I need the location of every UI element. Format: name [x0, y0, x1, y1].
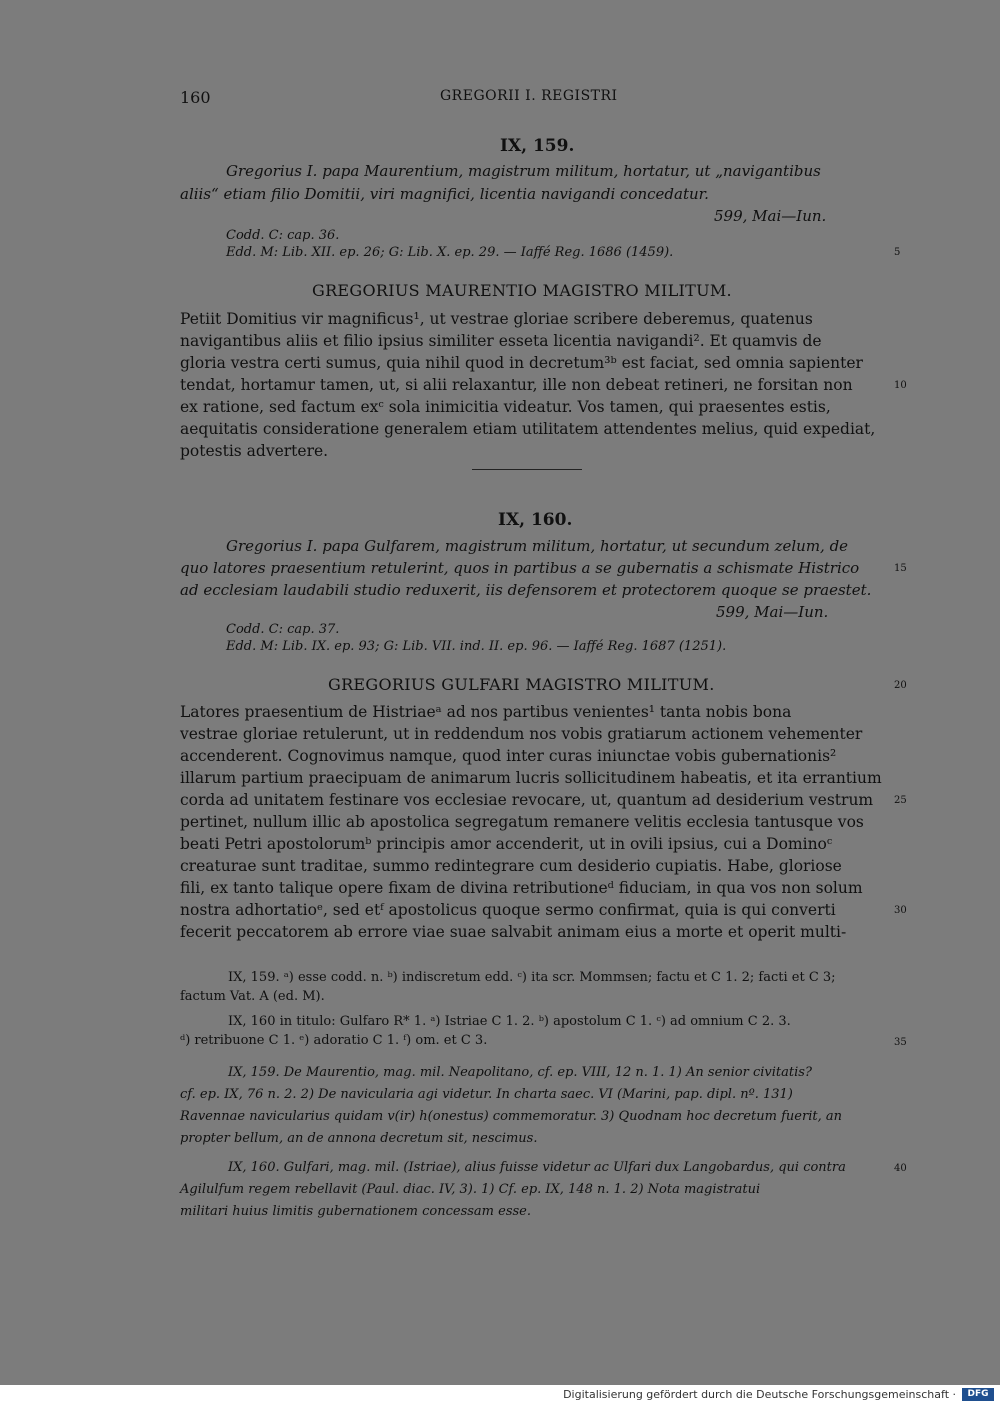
text-line: navigantibus aliis et filio ipsius similiter esseta licentia navigandi². Et quamvis de [180, 332, 822, 350]
line-number: 5 [894, 247, 901, 258]
summary-line: ad ecclesiam laudabili studio reduxerit, iis defensorem et protectorem quoque se praestet. [180, 581, 872, 599]
text-line: accenderent. Cognovimus namque, quod inter curas iniunctae vobis gubernationis² [180, 747, 837, 765]
text-line: corda ad unitatem festinare vos ecclesiae revocare, ut, quantum ad desiderium vestrum [180, 791, 874, 809]
text-line: beati Petri apostolorumᵇ principis amor accenderit, ut in ovili ipsius, cui a Dominoᶜ [180, 835, 833, 853]
note-line: IX, 159. De Maurentio, mag. mil. Neapolitano, cf. ep. VIII, 12 n. 1. 1) An senior civitatis? [228, 1065, 812, 1080]
letter-date: 599, Mai—Iun. [716, 603, 829, 621]
section-divider [472, 469, 582, 470]
text-line: fili, ex tanto talique opere fixam de divina retributioneᵈ fiduciam, in qua vos non solum [180, 879, 863, 897]
summary-line: quo latores praesentium retulerint, quos in partibus a se gubernatis a schismate Histrico [180, 559, 860, 577]
dfg-logo: DFG [962, 1388, 994, 1401]
note-line: IX, 160. Gulfari, mag. mil. (Istriae), alius fuisse videtur ac Ulfari dux Langobardus, qui contra [228, 1160, 846, 1175]
note-line: cf. ep. IX, 76 n. 2. 2) De navicularia agi videtur. In charta saec. VI (Marini, pap. dipl. nº. 131) [180, 1087, 793, 1102]
line-number: 35 [894, 1037, 907, 1048]
codices: Codd. C: cap. 37. [226, 622, 340, 637]
note-line: militari huius limitis gubernationem concessam esse. [180, 1204, 531, 1219]
line-number: 40 [894, 1163, 907, 1174]
line-number: 15 [894, 563, 907, 574]
text-line: Latores praesentium de Histriaeᵃ ad nos partibus venientes¹ tanta nobis bona [180, 703, 792, 721]
funding-notice: Digitalisierung gefördert durch die Deutsche Forschungsgemeinschaft · [563, 1388, 956, 1401]
text-line: fecerit peccatorem ab errore viae suae salvabit animam eius a morte et operit multi- [180, 923, 847, 941]
editions: Edd. M: Lib. IX. ep. 93; G: Lib. VII. ind. II. ep. 96. — Iaffé Reg. 1687 (1251). [226, 639, 727, 654]
note-line: Agilulfum regem rebellavit (Paul. diac. IV, 3). 1) Cf. ep. IX, 148 n. 1. 2) Nota magistratui [180, 1182, 761, 1197]
text-line: aequitatis consideratione generalem etiam utilitatem attendentes melius, quid expediat, [180, 420, 876, 438]
line-number: 25 [894, 795, 907, 806]
summary-line: Gregorius I. papa Gulfarem, magistrum militum, hortatur, ut secundum zelum, de [226, 537, 849, 555]
text-line: vestrae gloriae retulerunt, ut in reddendum nos vobis gratiarum actionem vehementer [180, 725, 863, 743]
footer-bar [0, 1385, 1000, 1405]
text-line: gloria vestra certi sumus, quia nihil quod in decretum³ᵇ est faciat, sed omnia sapienter [180, 354, 863, 372]
letter-title: GREGORIUS GULFARI MAGISTRO MILITUM. [328, 675, 715, 694]
text-line: creaturae sunt traditae, summo redintegrare cum desiderio cupiatis. Habe, gloriose [180, 857, 842, 875]
letter-number: IX, 159. [500, 136, 575, 156]
letter-title: GREGORIUS MAURENTIO MAGISTRO MILITUM. [312, 281, 732, 300]
text-line: pertinet, nullum illic ab apostolica segregatum remanere velitis ecclesia tantusque vos [180, 813, 864, 831]
text-line: potestis advertere. [180, 442, 329, 460]
apparatus-line: ᵈ) retribuone C 1. ᵉ) adoratio C 1. ᶠ) om. et C 3. [180, 1033, 488, 1048]
text-line: tendat, hortamur tamen, ut, si alii relaxantur, ille non debeat retineri, ne forsitan non [180, 376, 853, 394]
editions: Edd. M: Lib. XII. ep. 26; G: Lib. X. ep. 29. — Iaffé Reg. 1686 (1459). [226, 245, 674, 260]
summary-line: Gregorius I. papa Maurentium, magistrum militum, hortatur, ut „navigantibus [226, 162, 821, 180]
line-number: 30 [894, 905, 907, 916]
running-title: GREGORII I. REGISTRI [440, 88, 618, 104]
line-number: 20 [894, 680, 907, 691]
text-line: illarum partium praecipuam de animarum lucris sollicitudinem habeatis, et ita errantium [180, 769, 882, 787]
summary-line: aliis“ etiam filio Domitii, viri magnifici, licentia navigandi concedatur. [180, 185, 709, 203]
apparatus-line: factum Vat. A (ed. M). [180, 989, 325, 1004]
apparatus-line: IX, 160 in titulo: Gulfaro R* 1. ᵃ) Istriae C 1. 2. ᵇ) apostolum C 1. ᶜ) ad omnium C 2. 3. [228, 1014, 791, 1029]
text-line: Petiit Domitius vir magnificus¹, ut vestrae gloriae scribere deberemus, quatenus [180, 310, 813, 328]
text-line: ex ratione, sed factum exᶜ sola inimicitia videatur. Vos tamen, qui praesentes estis, [180, 398, 831, 416]
note-line: propter bellum, an de annona decretum sit, nescimus. [180, 1131, 538, 1146]
page-number: 160 [180, 88, 211, 107]
line-number: 10 [894, 380, 907, 391]
codices: Codd. C: cap. 36. [226, 228, 340, 243]
text-line: nostra adhortatioᵉ, sed etᶠ apostolicus quoque sermo confirmat, quia is qui converti [180, 901, 836, 919]
letter-date: 599, Mai—Iun. [714, 207, 827, 225]
apparatus-line: IX, 159. ᵃ) esse codd. n. ᵇ) indiscretum edd. ᶜ) ita scr. Mommsen; factu et C 1. 2; facti et C 3; [228, 970, 836, 985]
note-line: Ravennae navicularius quidam v(ir) h(onestus) commemoratur. 3) Quodnam hoc decretum fuerit, an [180, 1109, 842, 1124]
letter-number: IX, 160. [498, 510, 573, 530]
